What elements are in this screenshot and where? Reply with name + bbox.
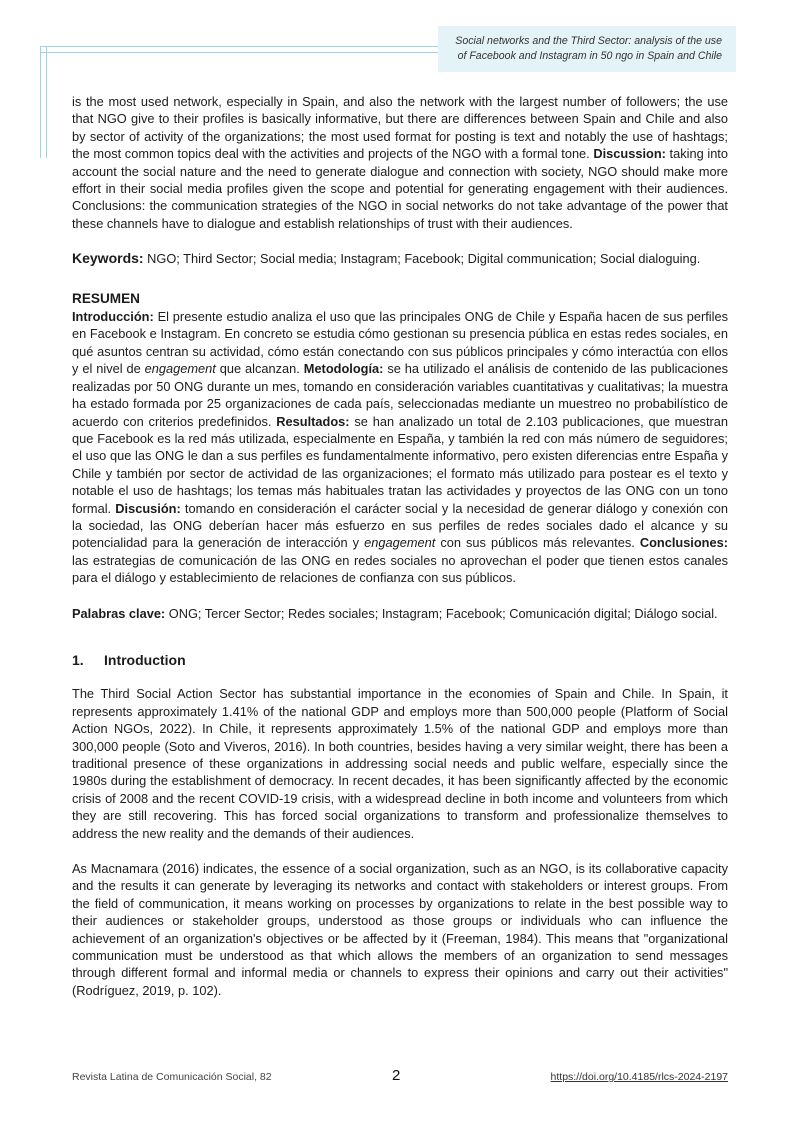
discussion-label: Discussion: <box>593 146 666 162</box>
keywords-text: NGO; Third Sector; Social media; Instagram; Facebook; Digital communication; Social dialoguing. <box>143 251 701 267</box>
results-text: se han analizado un total de 2.103 publicaciones, que muestran que Facebook es la red más utilizada, especialmente en España, y también la red con más número de seguidores; el uso que las ONG le dan a sus perfiles es fundamentalmente informativo, pero existen diferencias entre España y Chile y también por sector de actividad de las organizaciones; el formato más utilizado para postear es el texto y notable el uso de hashtags; los temas más habituales tratan las actividades y proyectos de las ONG con un tono formal. <box>72 413 729 516</box>
palabras-clave <box>72 605 728 622</box>
conclusiones-text: las estrategias de comunicación de las ONG en redes sociales no aprovechan el poder que tienen estos canales para el diálogo y establecimiento de relaciones de confianza con sus públicos. <box>72 552 728 586</box>
discusion-label: Discusión: <box>115 500 181 516</box>
intro-paragraph-1: The Third Social Action Sector has substantial importance in the economies of Spain and Chile. In Spain, it represents approximately 1.41% of the national GDP and employs more than 500,000 people (Platform of Social Action NGOs, 2022). In Chile, it represents approximately 1.5% of the national GDP and employs more than 300,000 people (Soto and Viveros, 2016). In both countries, besides having a very similar weight, there has been a traditional presence of these organizations in addressing social needs and public welfare, especially since the 1980s during the establishment of democracy. In recent decades, it has been significantly affected by the economic crisis of 2008 and the recent COVID-19 crisis, with a widespread decline in both income and volunteers from which they are still recovering. This has forced social organizations to transform and professionalize themselves to address the new reality and the demands of their audiences. <box>72 686 728 841</box>
margin-decoration-line <box>40 46 47 158</box>
conclusiones-label: Conclusiones: <box>639 535 728 551</box>
method-label: Metodología: <box>303 361 384 377</box>
header-decoration-line <box>40 46 450 53</box>
intro-text: El presente estudio analiza el uso que las principales ONG de Chile y España hacen de sus perfiles en Facebook e Instagram. En concreto se estudia cómo gestionan su presencia pública en estas redes sociales, en qué asuntos centran su actividad, cómo están conectando con sus públicos principales y cómo interactúa con ellos y el nivel de <box>72 309 728 377</box>
discusion-italic: engagement <box>364 535 436 551</box>
section-number: 1. <box>72 651 84 668</box>
method-text: se ha utilizado el análisis de contenido de las publicaciones realizadas por 50 ONG durante un mes, tomando en consideración variables cuantitativas y cualitativas; la muestra ha estado formada por 25 organizaciones de cada país, seleccionadas mediante un muestreo no probabilístico de acuerdo con criterios predefinidos. <box>72 361 728 429</box>
abstract-continuation <box>72 93 728 232</box>
abstract-text: is the most used network, especially in Spain, and also the network with the largest number of followers; the use that NGO give to their profiles is basically informative, but there are differences between Spain and Chile and also by sector of activity of the organizations; the most used format for posting is text and notably the use of hashtags; the most common topics deal with the activities and projects of the NGO with a formal tone. <box>72 94 728 162</box>
resumen-heading: RESUMEN <box>72 290 140 306</box>
palabras-clave-label: Palabras clave: <box>72 605 166 621</box>
discusion-text-end: con sus públicos más relevantes. <box>435 535 640 551</box>
intro-paragraph-2: As Macnamara (2016) indicates, the essence of a social organization, such as an NGO, is its collaborative capacity and the results it can generate by leveraging its networks and contact with stakeholders or interest groups. From the field of communication, it means working on processes by organizations to relate in the best possible way to their audiences or stakeholder groups, understood as those groups or individuals who can influence the achievement of an organization's objectives or be affected by it (Freeman, 1984). This means that "organizational communication must be understood as that which allows the members of an organization to send messages through different formal and informal media or channels to express their opinions and carry out their activities" (Rodríguez, 2019, p. 102). <box>72 861 728 998</box>
intro-italic: engagement <box>144 361 216 377</box>
intro-text-end: que alcanzan. <box>215 361 304 377</box>
intro-label: Introducción: <box>72 309 154 325</box>
running-title-line2: of Facebook and Instagram in 50 ngo in Spain and Chile <box>457 50 722 62</box>
discusion-text: tomando en consideración el carácter social y la necesidad de generar diálogo y conexión con la sociedad, las ONG deberían hacer más esfuerzo en sus perfiles de redes sociales dado el alcance y su potencialidad para la generación de interacción y <box>72 500 728 551</box>
page-body <box>72 93 728 999</box>
doi-link[interactable]: https://doi.org/10.4185/rlcs-2024-2197 <box>550 1071 728 1083</box>
palabras-clave-text: ONG; Tercer Sector; Redes sociales; Instagram; Facebook; Comunicación digital; Diálogo social. <box>165 605 718 621</box>
section-heading <box>72 652 728 669</box>
resumen-paragraph <box>72 308 728 587</box>
running-title-line1: Social networks and the Third Sector: analysis of the use <box>455 35 722 47</box>
page-footer <box>72 1067 728 1087</box>
page-number: 2 <box>392 1067 401 1084</box>
results-label: Resultados: <box>276 413 350 429</box>
footer-journal: Revista Latina de Comunicación Social, 82 <box>72 1071 272 1083</box>
keywords <box>72 250 728 267</box>
section-title: Introduction <box>104 651 186 668</box>
keywords-label: Keywords: <box>72 250 144 267</box>
discussion-text: taking into account the social nature and the need to generate dialogue and connection with society, NGO should make more effort in their social media profiles given the scope and potential for generating engagement with their audiences. Conclusions: the communication strategies of the NGO in social networks do not take advantage of the power that these channels have to dialogue and establish relationships of trust with their audiences. <box>72 146 728 231</box>
running-header <box>438 26 736 72</box>
